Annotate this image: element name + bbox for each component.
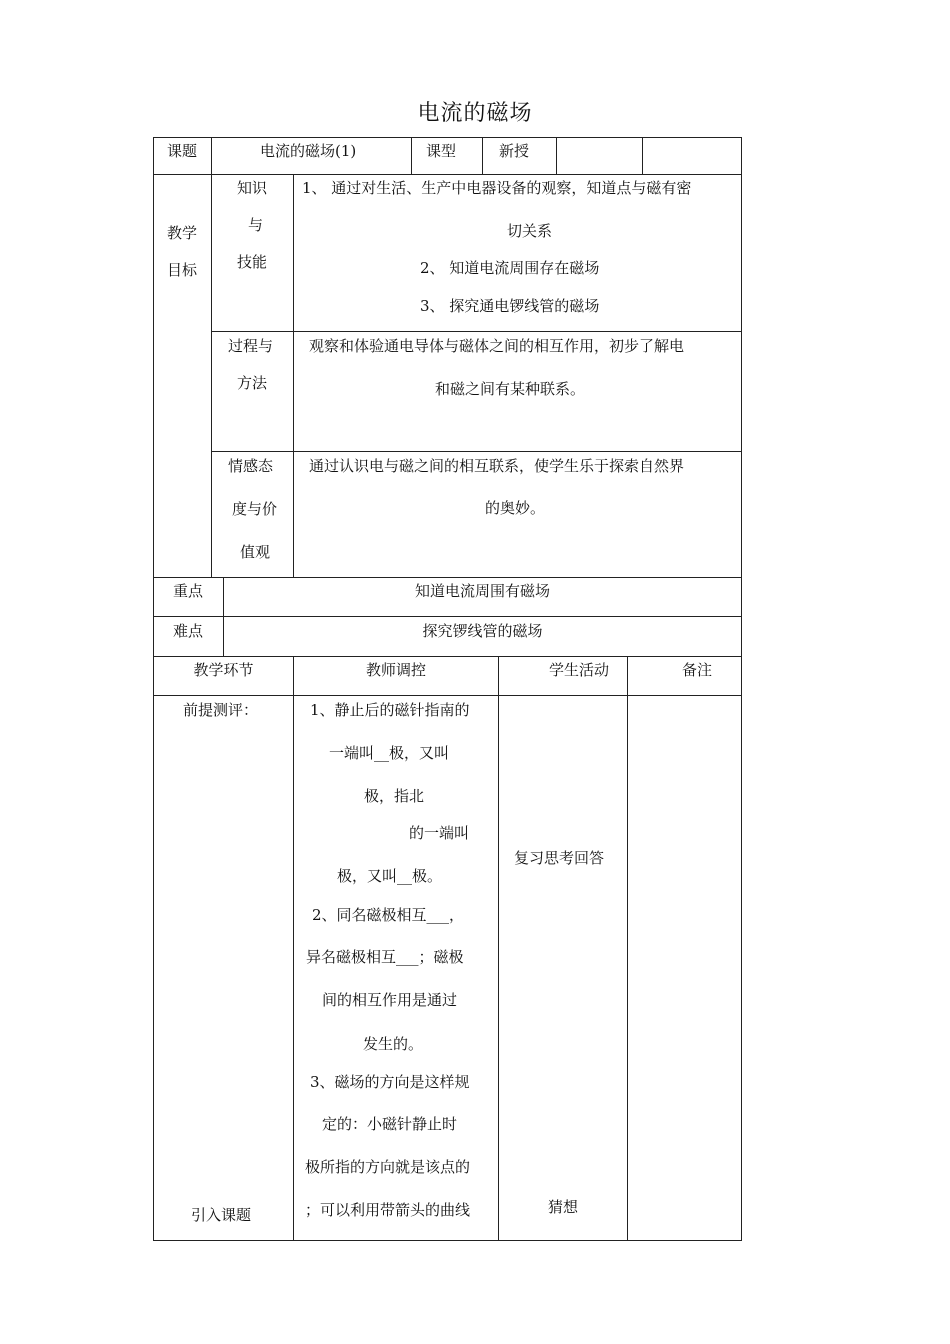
- header-notes: 备注: [681, 661, 712, 679]
- process-label-line-2: 方法: [237, 374, 268, 392]
- process-label-line-1: 过程与: [228, 337, 274, 355]
- teacher-line-11: 定的：小磁针静止时: [322, 1115, 458, 1133]
- cell-empty-2: [642, 137, 742, 175]
- teacher-line-6: 2、同名磁极相互___，: [312, 906, 465, 924]
- cell-empty-1: [556, 137, 643, 175]
- cell-student: [498, 695, 628, 1241]
- teacher-line-4: 的一端叫: [409, 824, 470, 842]
- teacher-line-10: 3、磁场的方向是这样规: [310, 1073, 470, 1091]
- header-stage: 教学环节: [193, 661, 254, 679]
- header-student: 学生活动: [548, 661, 609, 679]
- teacher-line-12: 极所指的方向就是该点的: [305, 1158, 471, 1176]
- objectives-label-line-2: 目标: [167, 261, 198, 279]
- knowledge-line-2: 切关系: [507, 222, 553, 240]
- stage-intro: 引入课题: [191, 1206, 252, 1224]
- emotion-line-1: 通过认识电与磁之间的相互联系，使学生乐于探索自然界: [309, 457, 685, 475]
- student-activity-1: 复习思考回答: [514, 849, 605, 867]
- cell-stage: [153, 695, 294, 1241]
- type-value: 新授: [499, 142, 530, 160]
- emotion-label-line-1: 情感态: [228, 457, 274, 475]
- student-activity-2: 猜想: [548, 1198, 579, 1216]
- topic-value: 电流的磁场(1): [260, 142, 357, 160]
- knowledge-line-1: 1、 通过对生活、生产中电器设备的观察，知道点与磁有密: [302, 179, 692, 197]
- process-line-2: 和磁之间有某种联系。: [435, 380, 586, 398]
- stage-pretest: 前提测评：: [183, 701, 259, 719]
- header-teacher: 教师调控: [365, 661, 426, 679]
- knowledge-label-line-1: 知识: [237, 179, 268, 197]
- difficult-label: 难点: [173, 622, 204, 640]
- knowledge-line-3: 2、 知道电流周围存在磁场: [420, 259, 600, 277]
- teacher-line-13: ；可以利用带箭头的曲线: [305, 1201, 471, 1219]
- difficult-value: 探究锣线管的磁场: [422, 622, 543, 640]
- knowledge-label-line-2: 与: [248, 216, 264, 234]
- type-label: 课型: [426, 142, 457, 160]
- emotion-line-2: 的奥妙。: [485, 499, 546, 517]
- key-label: 重点: [173, 582, 204, 600]
- emotion-label-line-3: 值观: [240, 543, 271, 561]
- knowledge-label-line-3: 技能: [237, 253, 268, 271]
- teacher-line-2: 一端叫__极，又叫: [329, 744, 450, 762]
- teacher-line-8: 间的相互作用是通过: [322, 991, 458, 1009]
- emotion-label-line-2: 度与价: [232, 500, 278, 518]
- process-line-1: 观察和体验通电导体与磁体之间的相互作用，初步了解电: [309, 337, 685, 355]
- teacher-line-9: 发生的。: [363, 1035, 424, 1053]
- teacher-line-1: 1、静止后的磁针指南的: [310, 701, 470, 719]
- knowledge-line-4: 3、 探究通电锣线管的磁场: [420, 297, 600, 315]
- key-value: 知道电流周围有磁场: [414, 582, 550, 600]
- teacher-line-3: 极，指北: [364, 787, 425, 805]
- teacher-line-7: 异名磁极相互___；磁极: [306, 948, 464, 966]
- objectives-label-line-1: 教学: [167, 224, 198, 242]
- page-title: 电流的磁场: [417, 101, 533, 126]
- topic-label: 课题: [167, 142, 198, 160]
- cell-notes: [627, 695, 742, 1241]
- teacher-line-5: 极，又叫__极。: [337, 867, 443, 885]
